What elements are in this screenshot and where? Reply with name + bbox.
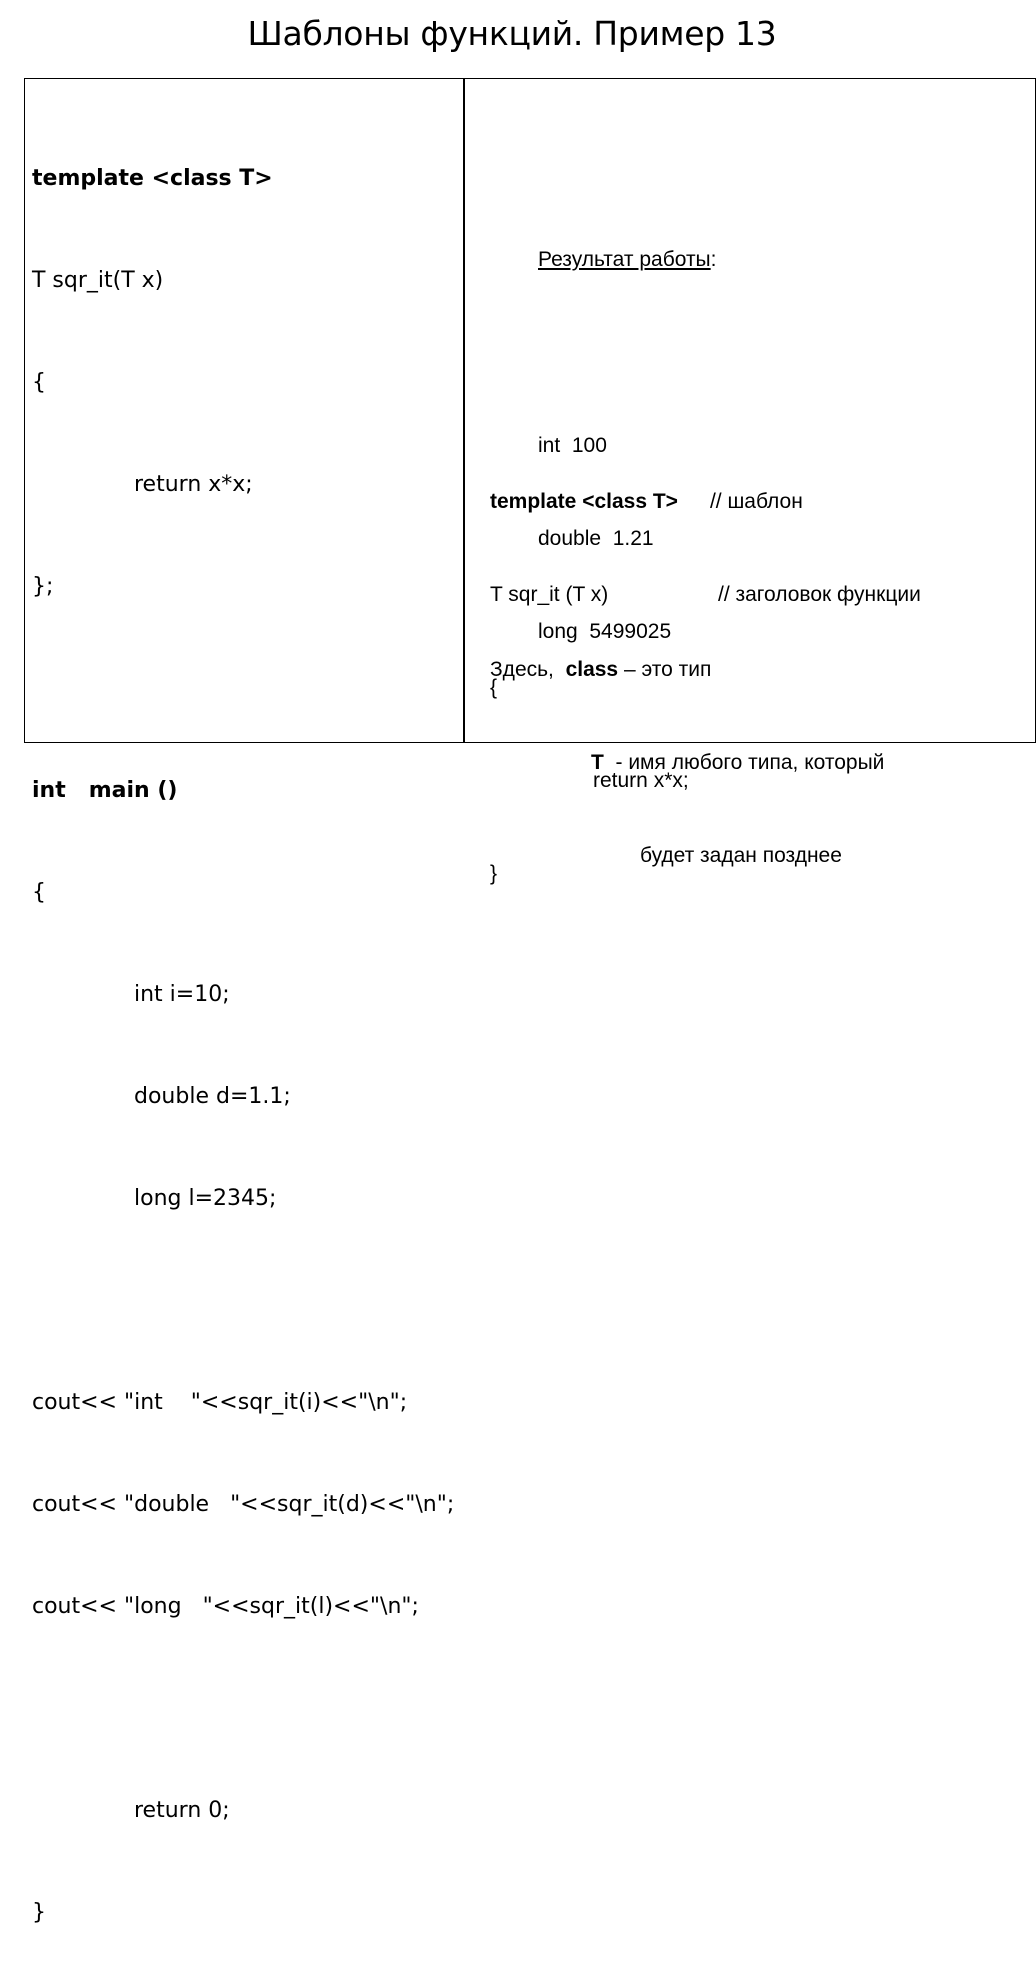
column-divider — [463, 78, 465, 743]
code-line-long: long l=2345; — [134, 1186, 277, 1211]
result-line-long: long 5499025 — [538, 620, 672, 643]
note-block — [490, 592, 884, 902]
code-line-blank — [32, 672, 454, 706]
code-line-main-close: } — [32, 1900, 46, 1925]
code-line-cout-double: cout<< "double "<<sqr_it(d)<<"\n"; — [32, 1492, 455, 1517]
code-line-return: return x*x; — [134, 472, 253, 497]
result-label: Результат работы — [538, 248, 711, 271]
template-line-1 — [490, 486, 921, 517]
code-listing — [32, 94, 454, 1964]
code-line-double: double d=1.1; — [134, 1084, 291, 1109]
note-t-keyword: T — [591, 751, 604, 774]
code-line-main-open: { — [32, 880, 46, 905]
note-prefix: Здесь, — [490, 658, 566, 681]
code-line-blank-2 — [32, 1284, 454, 1318]
code-line-int: int i=10; — [134, 982, 230, 1007]
slide-title: Шаблоны функций. Пример 13 — [247, 14, 777, 53]
note-line-2 — [490, 747, 884, 778]
template-comment: // шаблон — [709, 490, 803, 513]
note-class-keyword: class — [565, 658, 619, 681]
code-line-signature: T sqr_it(T x) — [32, 268, 164, 293]
result-line-int: int 100 — [538, 434, 607, 457]
code-line-blank-3 — [32, 1692, 454, 1726]
code-line-return-0: return 0; — [134, 1798, 230, 1823]
template-line-5: } — [490, 862, 498, 885]
result-colon: : — [710, 248, 717, 271]
template-line-4: return x*x; — [593, 769, 689, 792]
code-line-cout-long: cout<< "long "<<sqr_it(l)<<"\n"; — [32, 1594, 419, 1619]
template-code: template <class T> — [490, 490, 678, 513]
result-line-double: double 1.21 — [538, 527, 654, 550]
note-class-desc: – это тип — [618, 658, 712, 681]
template-line-3: { — [490, 676, 498, 699]
code-line-close-brace: }; — [32, 574, 54, 599]
code-line-template: template <class T> — [32, 166, 273, 191]
note-line-3: будет задан позднее — [640, 844, 842, 867]
code-line-cout-int: cout<< "int "<<sqr_it(i)<<"\n"; — [32, 1390, 408, 1415]
code-line-open-brace: { — [32, 370, 46, 395]
result-spacer — [538, 337, 717, 368]
code-line-main: int main () — [32, 778, 178, 803]
signature-code: T sqr_it (T x) — [490, 583, 609, 606]
signature-comment: // заголовок функции — [718, 583, 921, 606]
note-line-1 — [490, 654, 884, 685]
note-t-desc: - имя любого типа, который — [603, 751, 885, 774]
result-heading — [538, 244, 717, 275]
